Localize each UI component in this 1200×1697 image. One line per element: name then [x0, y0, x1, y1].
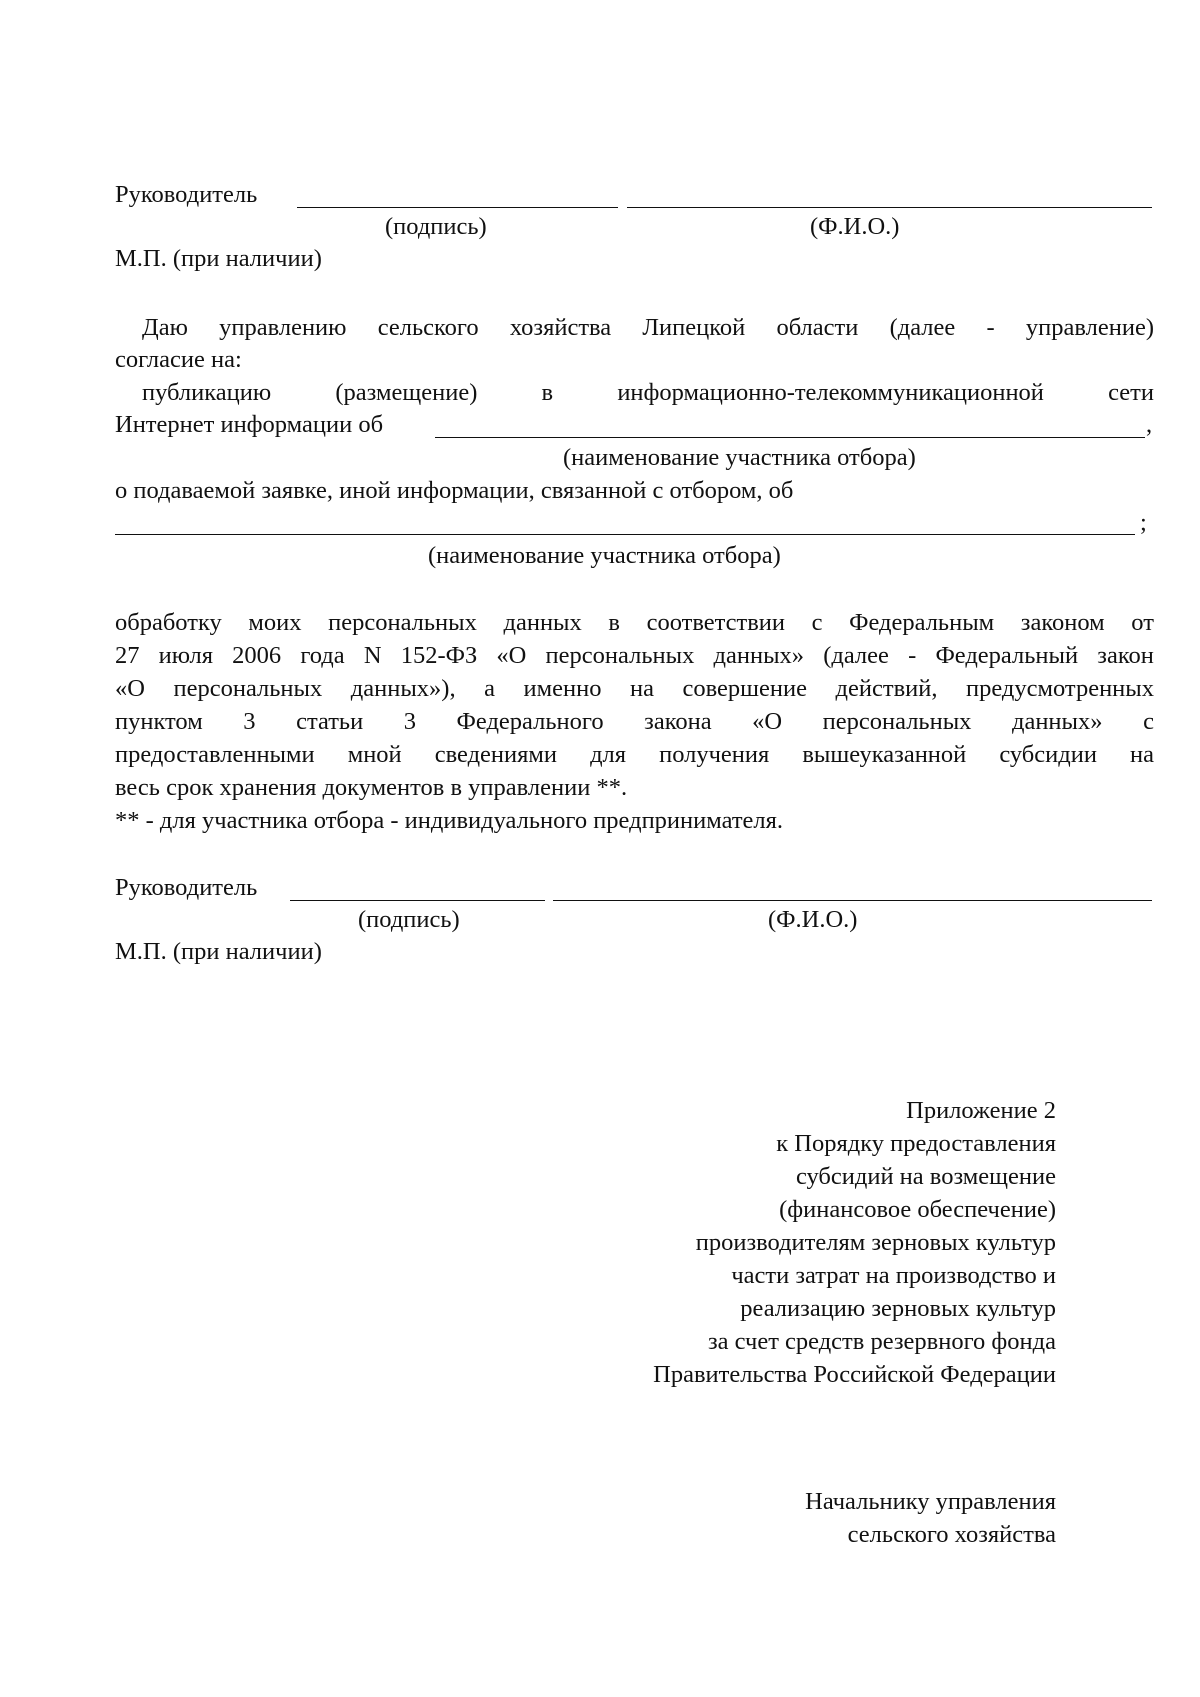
word: на — [1130, 741, 1154, 768]
signature-line — [297, 207, 618, 208]
appendix-line: реализацию зерновых культур — [740, 1295, 1056, 1322]
word: субсидии — [999, 741, 1097, 768]
word: публикацию — [142, 379, 272, 406]
word: управлению — [219, 314, 347, 341]
fio-line — [627, 207, 1152, 208]
participant-name-line — [435, 437, 1145, 438]
word: данных»), — [350, 675, 456, 702]
appendix-line: Правительства Российской Федерации — [653, 1361, 1056, 1388]
head-label: Руководитель — [115, 181, 258, 208]
appendix-line: производителям зерновых культур — [695, 1229, 1056, 1256]
fio-line-2 — [553, 900, 1152, 901]
word: данных» — [1011, 708, 1103, 735]
word: персональных — [328, 609, 477, 636]
signature-caption-2: (подпись) — [358, 906, 460, 933]
appendix-line: к Порядку предоставления — [776, 1130, 1056, 1157]
word: с — [811, 609, 823, 636]
word: (далее — [823, 642, 889, 669]
word: Федеральным — [849, 609, 995, 636]
word: закон — [1097, 642, 1154, 669]
word: 3 — [243, 708, 256, 735]
fio-caption: (Ф.И.О.) — [810, 213, 900, 240]
head-label-2: Руководитель — [115, 874, 258, 901]
appendix-line: части затрат на производство и — [731, 1262, 1056, 1289]
word: получения — [659, 741, 770, 768]
word: соответствии — [646, 609, 786, 636]
word: - — [908, 642, 917, 669]
footnote: ** - для участника отбора - индивидуального предпринимателя. — [115, 807, 784, 834]
word: сведениями — [434, 741, 558, 768]
appendix-line: Приложение 2 — [906, 1097, 1056, 1124]
word: предусмотренных — [966, 675, 1154, 702]
word: а — [484, 675, 495, 702]
word: июля — [158, 642, 213, 669]
signature-line-2 — [290, 900, 545, 901]
word: области — [776, 314, 859, 341]
word: с — [1143, 708, 1154, 735]
consent-line-6-suffix: ; — [1140, 509, 1147, 536]
participant-caption-1: (наименование участника отбора) — [563, 444, 916, 471]
participant-caption-2: (наименование участника отбора) — [428, 542, 781, 569]
word: моих — [248, 609, 302, 636]
word: обработку — [115, 609, 222, 636]
word: действий, — [835, 675, 938, 702]
word: персональных — [822, 708, 972, 735]
word: вышеуказанной — [802, 741, 967, 768]
word: законом — [1020, 609, 1105, 636]
consent-line-3 — [142, 378, 1154, 408]
appendix-line: за счет средств резервного фонда — [707, 1328, 1056, 1355]
word: статьи — [296, 708, 364, 735]
signature-caption: (подпись) — [385, 213, 487, 240]
word: совершение — [682, 675, 808, 702]
word: N — [363, 642, 382, 669]
addressee-line: сельского хозяйства — [847, 1521, 1056, 1548]
appendix-line: (финансовое обеспечение) — [779, 1196, 1056, 1223]
word: в — [608, 609, 620, 636]
word: сети — [1108, 379, 1154, 406]
word: Федерального — [456, 708, 604, 735]
word: 27 — [115, 642, 140, 669]
word: персональных — [173, 675, 323, 702]
word: (далее — [889, 314, 956, 341]
processing-line-4 — [115, 707, 1154, 737]
consent-line-4-prefix: Интернет информации об — [115, 411, 384, 438]
word: закона — [644, 708, 712, 735]
word: 3 — [403, 708, 416, 735]
consent-line-4-suffix: , — [1146, 411, 1153, 438]
processing-line-6: весь срок хранения документов в управлении **. — [115, 774, 628, 801]
word: данных» — [713, 642, 805, 669]
consent-line-5: о подаваемой заявке, иной информации, связанной с отбором, об — [115, 477, 794, 504]
word: мной — [347, 741, 402, 768]
word: Даю — [142, 314, 188, 341]
word: 2006 — [232, 642, 282, 669]
processing-line-5 — [115, 740, 1154, 770]
word: от — [1131, 609, 1154, 636]
word: Липецкой — [642, 314, 746, 341]
word: Федеральный — [935, 642, 1079, 669]
word: сельского — [377, 314, 479, 341]
fio-caption-2: (Ф.И.О.) — [768, 906, 858, 933]
word: данных — [503, 609, 582, 636]
processing-line-2 — [115, 641, 1154, 671]
word: в — [541, 379, 554, 406]
word: именно — [523, 675, 602, 702]
seal-note: М.П. (при наличии) — [115, 245, 322, 272]
word: информационно-телекоммуникационной — [617, 379, 1044, 406]
word: хозяйства — [509, 314, 612, 341]
word: для — [590, 741, 627, 768]
processing-line-3 — [115, 674, 1154, 704]
word: (размещение) — [335, 379, 478, 406]
word: управление) — [1025, 314, 1154, 341]
word: на — [629, 675, 654, 702]
processing-line-1 — [115, 608, 1154, 638]
word: - — [986, 314, 995, 341]
word: года — [300, 642, 345, 669]
word: «О — [115, 675, 145, 702]
consent-line-2: согласие на: — [115, 346, 242, 373]
word: «О — [752, 708, 783, 735]
seal-note-2: М.П. (при наличии) — [115, 938, 322, 965]
consent-line-1 — [142, 313, 1154, 343]
word: предоставленными — [115, 741, 315, 768]
word: «О — [496, 642, 527, 669]
addressee-line: Начальнику управления — [805, 1488, 1056, 1515]
word: пунктом — [115, 708, 203, 735]
word: 152-ФЗ — [400, 642, 478, 669]
word: персональных — [545, 642, 695, 669]
appendix-line: субсидий на возмещение — [795, 1163, 1056, 1190]
participant-name-line-2 — [115, 534, 1135, 535]
